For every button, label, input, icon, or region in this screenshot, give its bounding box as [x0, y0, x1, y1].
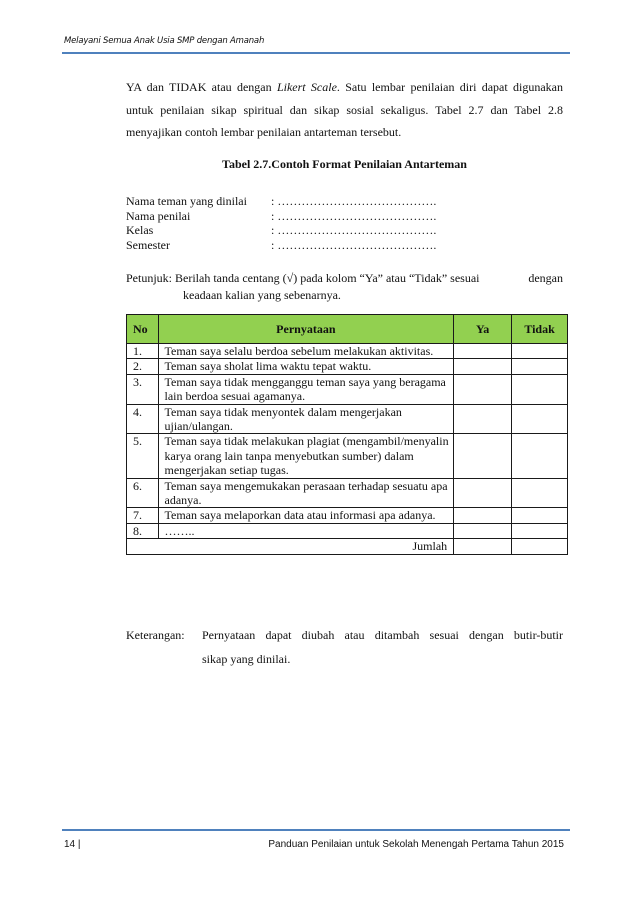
row-ya-checkbox-cell[interactable] [454, 523, 512, 538]
row-ya-checkbox-cell[interactable] [454, 508, 512, 523]
header-statement: Pernyataan [158, 315, 454, 344]
row-statement: Teman saya tidak mengganggu teman saya yang beragama lain berdoa sesuai agamanya. [158, 374, 454, 404]
intro-text-post: . Satu lembar penilaian diri dapat digunakan untuk penilaian sikap spiritual dan sikap sosial sekaligus. Tabel 2.7 dan Tabel 2.8 menyajikan contoh lembar penilaian antarteman tersebut. [126, 80, 563, 140]
identity-field-label: Nama penilai [126, 208, 191, 223]
row-number: 4. [127, 404, 159, 434]
identity-field-label: Kelas [126, 223, 154, 237]
table-header-row [127, 315, 568, 344]
intro-paragraph [126, 76, 563, 144]
row-statement: Teman saya melaporkan data atau informasi apa adanya. [158, 508, 454, 523]
table-row [127, 374, 568, 404]
running-header: Melayani Semua Anak Usia SMP dengan Amanah [64, 36, 265, 46]
row-ya-checkbox-cell[interactable] [454, 404, 512, 434]
table-row [127, 359, 568, 374]
row-ya-checkbox-cell[interactable] [454, 434, 512, 478]
notes-label: Keterangan: [126, 628, 185, 642]
page-number: 14 | [64, 839, 81, 850]
header-ya: Ya [454, 315, 512, 344]
row-number: 7. [127, 508, 159, 523]
table-row [127, 478, 568, 508]
row-tidak-checkbox-cell[interactable] [512, 374, 568, 404]
table-total-row [127, 539, 568, 554]
table-row [127, 434, 568, 478]
row-statement: Teman saya mengemukakan perasaan terhadap sesuatu apa adanya. [158, 478, 454, 508]
row-statement: Teman saya sholat lima waktu tepat waktu. [158, 359, 454, 374]
row-tidak-checkbox-cell[interactable] [512, 434, 568, 478]
notes-line1: Pernyataan dapat diubah atau ditambah sesuai dengan butir-butir [202, 628, 563, 642]
row-ya-checkbox-cell[interactable] [454, 374, 512, 404]
row-statement: Teman saya tidak melakukan plagiat (mengambil/menyalin karya orang lain tanpa menyebutkan sumber) dalam mengerjakan setiap tugas. [158, 434, 454, 478]
table-row [127, 404, 568, 434]
instructions-text [126, 270, 480, 287]
identity-field-label: Nama teman yang dinilai [126, 194, 247, 208]
notes [126, 623, 563, 671]
notes-line2: sikap yang dinilai. [202, 652, 291, 666]
table-row [127, 344, 568, 359]
identity-field-row [126, 209, 436, 224]
header-rule [62, 52, 570, 54]
instructions-line1-end: dengan [528, 271, 563, 285]
total-label: Jumlah [127, 539, 454, 554]
intro-text-pre: YA dan TIDAK atau dengan [126, 80, 277, 94]
row-number: 3. [127, 374, 159, 404]
row-number: 5. [127, 434, 159, 478]
row-tidak-checkbox-cell[interactable] [512, 508, 568, 523]
identity-field-row [126, 194, 436, 209]
footer-rule [62, 829, 570, 831]
row-tidak-checkbox-cell[interactable] [512, 478, 568, 508]
identity-field-label: Semester [126, 237, 170, 252]
assessment-table [126, 314, 568, 555]
identity-field-value[interactable]: : …………………………………. [271, 223, 437, 237]
identity-field-value[interactable]: : …………………………………. [271, 194, 437, 208]
instructions [126, 270, 563, 304]
footer-title: Panduan Penilaian untuk Sekolah Menengah Pertama Tahun 2015 [268, 839, 564, 850]
identity-field-value[interactable]: : …………………………………. [271, 208, 437, 223]
table-row [127, 523, 568, 538]
header-tidak: Tidak [512, 315, 568, 344]
row-tidak-checkbox-cell[interactable] [512, 344, 568, 359]
row-ya-checkbox-cell[interactable] [454, 478, 512, 508]
identity-field-row [126, 238, 436, 253]
row-number: 6. [127, 478, 159, 508]
identity-fields [126, 194, 436, 252]
row-ya-checkbox-cell[interactable] [454, 344, 512, 359]
header-no: No [127, 315, 159, 344]
row-number: 8. [127, 523, 159, 538]
table-caption: Tabel 2.7.Contoh Format Penilaian Antarteman [222, 157, 467, 171]
instructions-label: Petunjuk: [126, 271, 173, 285]
row-number: 1. [127, 344, 159, 359]
row-statement: …….. [158, 523, 454, 538]
total-ya-cell[interactable] [454, 539, 512, 554]
row-statement: Teman saya selalu berdoa sebelum melakukan aktivitas. [158, 344, 454, 359]
table-row [127, 508, 568, 523]
row-tidak-checkbox-cell[interactable] [512, 359, 568, 374]
intro-text-italic: Likert Scale [276, 80, 337, 94]
total-tidak-cell[interactable] [512, 539, 568, 554]
identity-field-row [126, 223, 436, 238]
row-statement: Teman saya tidak menyontek dalam mengerjakan ujian/ulangan. [158, 404, 454, 434]
instructions-line1: Berilah tanda centang (√) pada kolom “Ya” atau “Tidak” sesuai [175, 271, 480, 285]
row-tidak-checkbox-cell[interactable] [512, 523, 568, 538]
row-tidak-checkbox-cell[interactable] [512, 404, 568, 434]
identity-field-value[interactable]: : …………………………………. [271, 237, 437, 252]
row-number: 2. [127, 359, 159, 374]
instructions-line2: keadaan kalian yang sebenarnya. [183, 288, 341, 302]
row-ya-checkbox-cell[interactable] [454, 359, 512, 374]
